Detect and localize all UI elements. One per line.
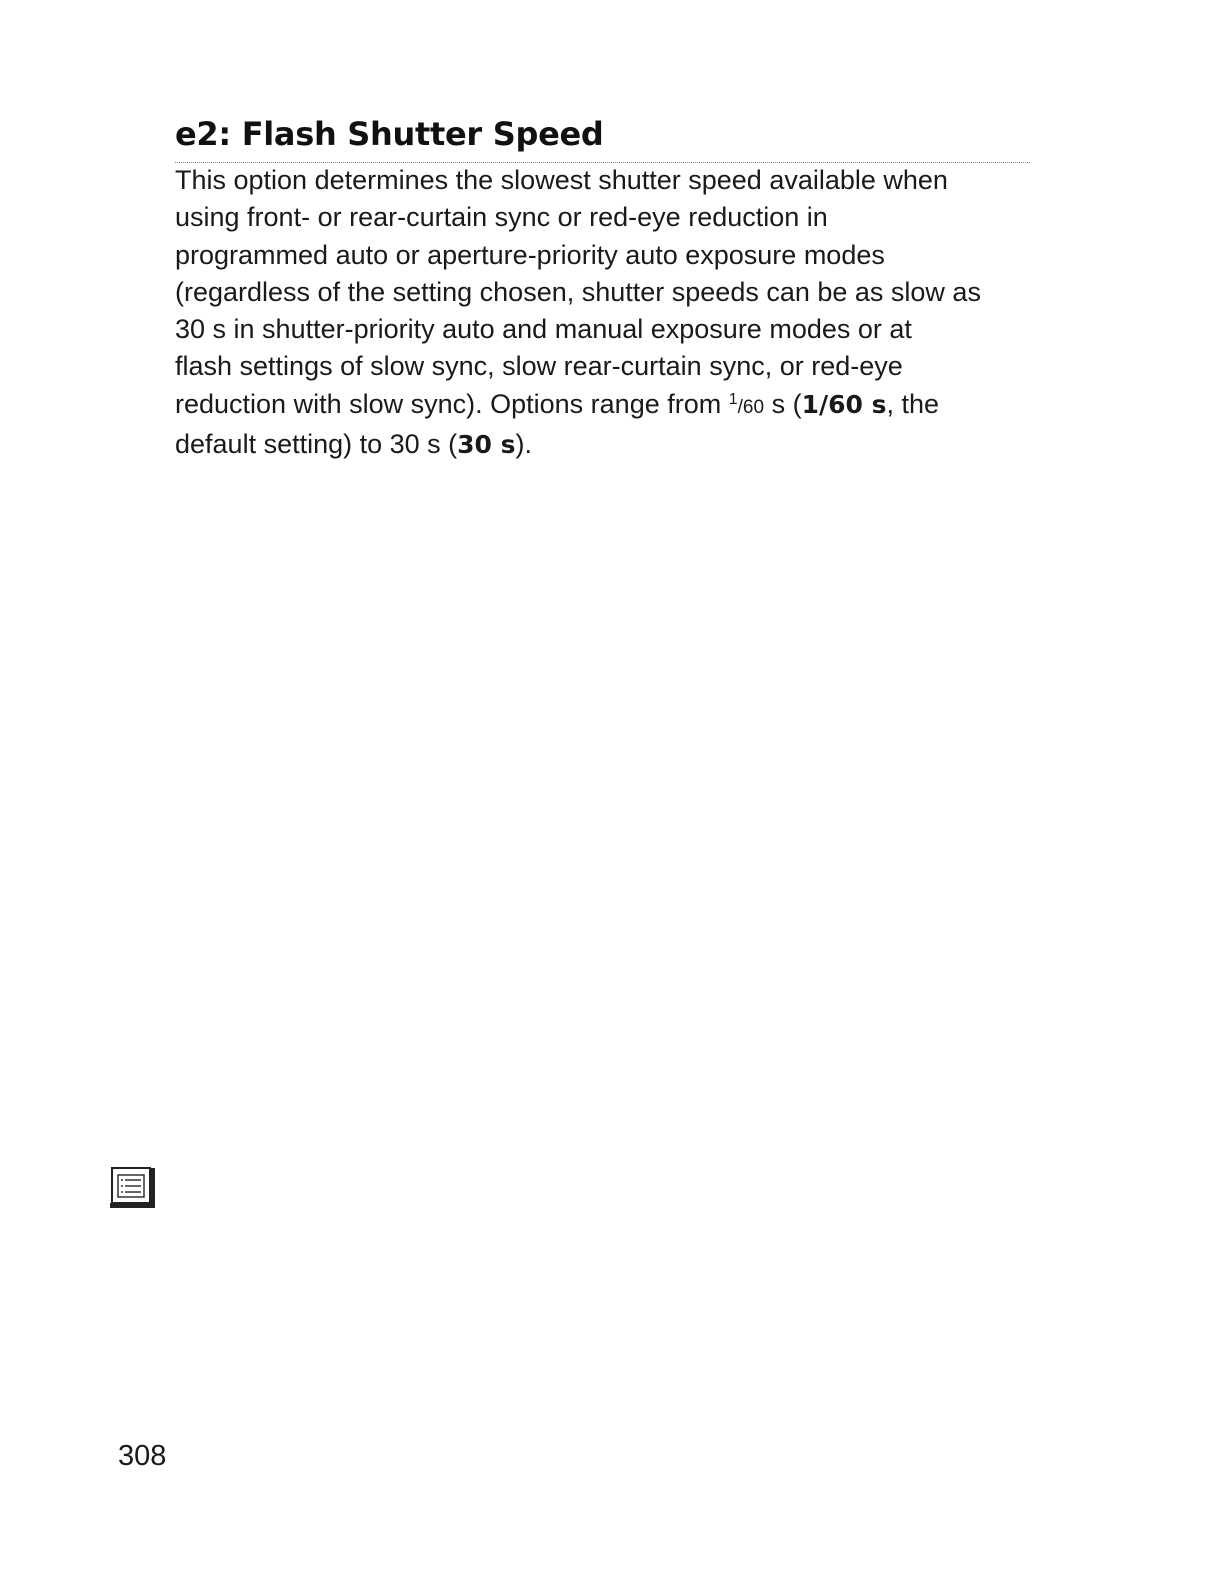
body-line: (regardless of the setting chosen, shutter speeds can be as slow as [175,276,981,307]
body-line [175,426,1035,463]
body-paragraph [175,162,1035,463]
body-line: This option determines the slowest shutter speed available when [175,165,948,195]
page-title: e2: Flash Shutter Speed [175,115,604,153]
body-text-segment: s ( [764,388,802,419]
body-text-segment: , the [886,388,940,419]
body-text-segment: ). [515,429,533,460]
body-line [175,386,1035,426]
body-line: using front- or rear-curtain sync or red-eye reduction in [175,202,828,233]
custom-settings-menu-icon [110,1165,156,1209]
fraction-slash: / [737,396,743,418]
body-line: flash settings of slow sync, slow rear-curtain sync, or red-eye [175,351,903,382]
fraction-one-sixtieth [728,390,765,418]
page-number: 308 [118,1440,167,1472]
body-line: 30 s in shutter-priority auto and manual exposure modes or at [175,314,912,345]
fraction-numerator: 1 [728,390,738,408]
body-line: programmed auto or aperture-priority auto exposure modes [175,239,885,270]
body-text-segment: reduction with slow sync). Options range from [175,388,729,419]
max-value-bold: 30 s [457,430,516,460]
default-value-bold: 1/60 s [801,389,887,419]
fraction-denominator: 60 [742,396,765,418]
body-text-segment: default setting) to 30 s ( [175,429,458,460]
